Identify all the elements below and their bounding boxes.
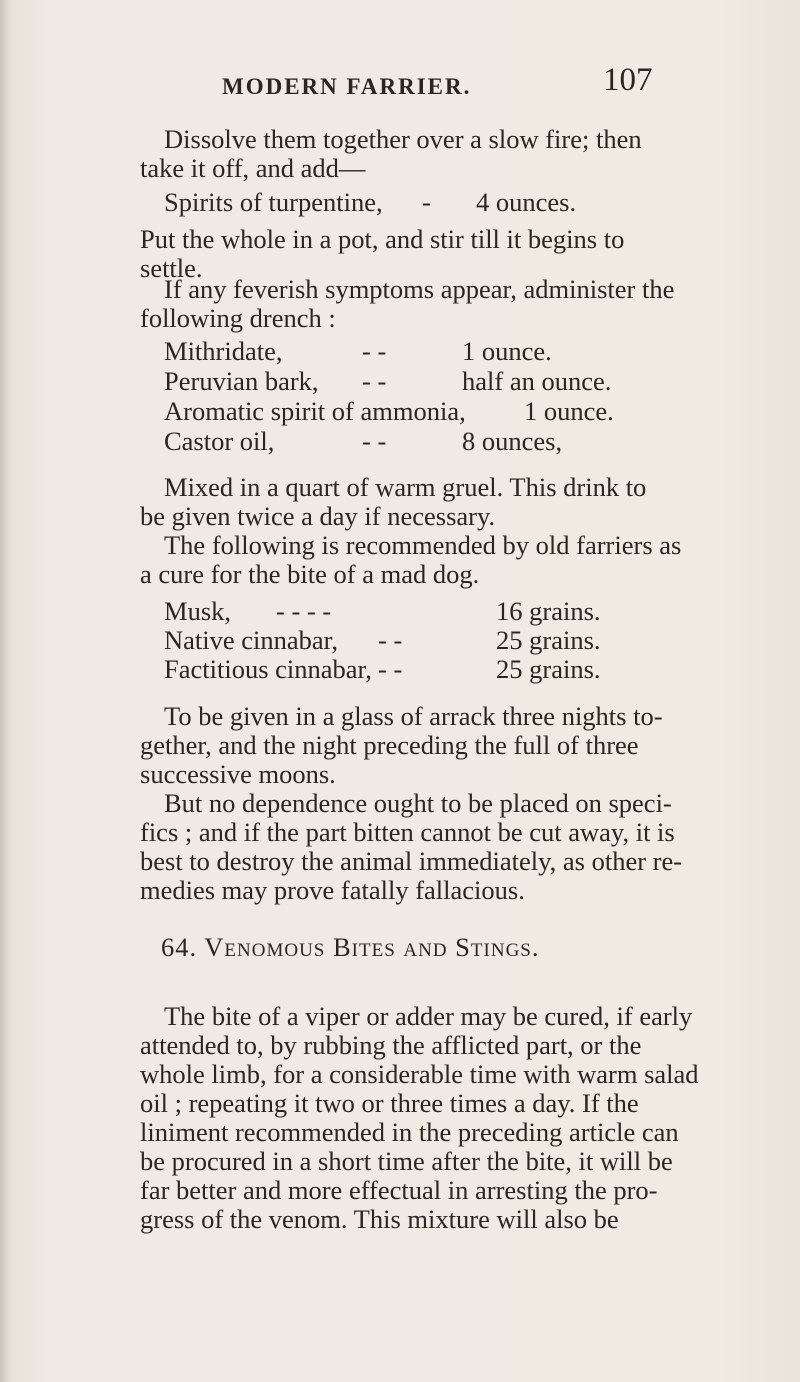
recipe-row <box>164 596 704 626</box>
text-line: be given twice a day if necessary. <box>140 501 496 531</box>
leader-dashes: - - <box>362 426 387 456</box>
page-number: 107 <box>603 62 653 98</box>
page-header <box>0 62 800 102</box>
text-line: successive moons. <box>140 759 336 789</box>
ingredient-name: Musk, <box>164 596 232 626</box>
ingredient-quantity: 8 ounces, <box>462 426 563 456</box>
text-line: If any feverish symptoms appear, administer the <box>164 274 675 304</box>
leader-dashes: - <box>422 187 431 217</box>
text-line: gress of the venom. This mixture will also be <box>140 1204 619 1234</box>
ingredient-quantity: half an ounce. <box>462 366 612 396</box>
text-line: take it off, and add— <box>140 153 366 183</box>
ingredient-quantity: 1 ounce. <box>524 396 614 426</box>
recipe-row <box>164 426 724 456</box>
ingredient-quantity: 1 ounce. <box>462 336 552 366</box>
ingredient-name: Spirits of turpentine, <box>164 187 383 217</box>
page-gutter-shadow <box>0 0 10 1382</box>
text-line: To be given in a glass of arrack three nights to- <box>164 701 663 731</box>
text-line: best to destroy the animal immediately, as other re- <box>140 846 683 876</box>
ingredient-name: Native cinnabar, <box>164 625 339 655</box>
text-line: Mixed in a quart of warm gruel. This drink to <box>164 472 647 502</box>
text-line: Put the whole in a pot, and stir till it begins to <box>140 224 625 254</box>
recipe-row <box>164 625 704 655</box>
text-line: settle. <box>140 253 203 283</box>
ingredient-name: Factitious cinnabar, <box>164 654 372 684</box>
ingredient-name: Mithridate, <box>164 336 283 366</box>
section-heading: 64. Venomous Bites and Stings. <box>161 932 540 962</box>
ingredient-name: Aromatic spirit of ammonia, <box>164 396 466 426</box>
recipe-row <box>164 366 724 396</box>
text-line: medies may prove fatally fallacious. <box>140 875 525 905</box>
ingredient-quantity: 25 grains. <box>496 625 601 655</box>
leader-dashes: - - - - <box>276 596 332 626</box>
text-line: The bite of a viper or adder may be cured, if early <box>164 1001 693 1031</box>
recipe-row <box>164 336 724 366</box>
recipe-row <box>164 187 704 217</box>
text-line: attended to, by rubbing the afflicted part, or the <box>140 1030 642 1060</box>
ingredient-quantity: 25 grains. <box>496 654 601 684</box>
text-line: gether, and the night preceding the full of three <box>140 730 639 760</box>
running-head: MODERN FARRIER. <box>222 74 472 99</box>
leader-dashes: - - <box>378 654 403 684</box>
text-line: following drench : <box>140 303 336 333</box>
text-line: Dissolve them together over a slow fire; then <box>164 124 642 154</box>
leader-dashes: - - <box>362 366 387 396</box>
recipe-row <box>164 396 724 426</box>
text-line: The following is recommended by old farriers as <box>164 530 682 560</box>
text-line: be procured in a short time after the bite, it will be <box>140 1146 673 1176</box>
ingredient-name: Peruvian bark, <box>164 366 319 396</box>
leader-dashes: - - <box>378 625 403 655</box>
leader-dashes: - - <box>362 336 387 366</box>
text-line: fics ; and if the part bitten cannot be cut away, it is <box>140 817 675 847</box>
recipe-row <box>164 654 704 684</box>
ingredient-quantity: 16 grains. <box>496 596 601 626</box>
text-line: far better and more effectual in arresting the pro- <box>140 1175 658 1205</box>
text-line: whole limb, for a considerable time with warm salad <box>140 1059 699 1089</box>
text-line: liniment recommended in the preceding article can <box>140 1117 679 1147</box>
text-line: oil ; repeating it two or three times a day. If the <box>140 1088 639 1118</box>
text-line: a cure for the bite of a mad dog. <box>140 559 480 589</box>
text-line: But no dependence ought to be placed on speci- <box>164 788 672 818</box>
ingredient-name: Castor oil, <box>164 426 275 456</box>
ingredient-quantity: 4 ounces. <box>476 187 577 217</box>
